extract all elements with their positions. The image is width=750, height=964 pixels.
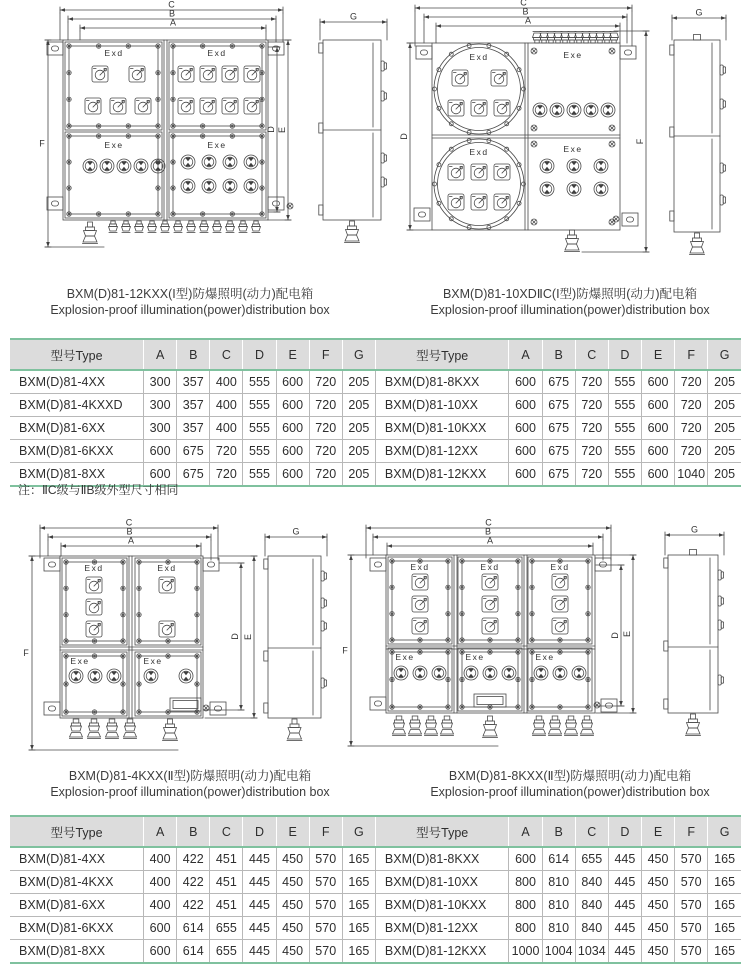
dim-cell: 810 (542, 871, 575, 894)
dim-cell: 205 (708, 417, 741, 440)
svg-text:D: D (610, 632, 620, 639)
svg-text:Exe: Exe (563, 50, 583, 60)
dim-cell: 600 (509, 847, 542, 871)
figure-caption-1-en: Explosion-proof illumination(power)distribution box (50, 302, 330, 317)
dim-cell: 720 (675, 370, 708, 394)
dim-cell: 570 (309, 940, 342, 964)
dim-cell: 555 (608, 440, 641, 463)
svg-text:B: B (126, 526, 133, 537)
dim-cell: 600 (276, 370, 309, 394)
dim-cell: 720 (210, 463, 243, 487)
column-header-dim: C (575, 816, 608, 847)
dim-cell: 165 (708, 894, 741, 917)
dim-cell: 655 (210, 917, 243, 940)
dim-cell: 614 (542, 847, 575, 871)
model-cell: BXM(D)81-12XX (375, 440, 509, 463)
dim-cell: 165 (342, 917, 375, 940)
dim-cell: 800 (509, 871, 542, 894)
svg-text:Exd: Exd (207, 48, 227, 58)
dim-cell: 600 (276, 463, 309, 487)
dim-cell: 840 (575, 894, 608, 917)
model-cell: BXM(D)81-6KXX (10, 440, 144, 463)
dim-cell: 555 (243, 417, 276, 440)
table-row (10, 871, 741, 894)
dim-cell: 570 (675, 940, 708, 964)
dim-cell: 720 (309, 417, 342, 440)
dim-cell: 445 (608, 847, 641, 871)
dim-cell: 600 (276, 417, 309, 440)
dim-cell: 600 (144, 440, 177, 463)
svg-text:A: A (524, 15, 532, 26)
dim-cell: 445 (608, 917, 641, 940)
svg-text:F: F (635, 138, 645, 145)
svg-text:C: C (520, 0, 527, 8)
dim-cell: 400 (210, 417, 243, 440)
table-header-row (10, 816, 741, 847)
svg-text:A: A (127, 535, 135, 546)
dim-cell: 1000 (509, 940, 542, 964)
dim-cell: 300 (144, 394, 177, 417)
dim-cell: 720 (210, 440, 243, 463)
model-cell: BXM(D)81-6XX (10, 417, 144, 440)
column-header-dim: B (177, 816, 210, 847)
dim-cell: 800 (509, 917, 542, 940)
svg-text:Exe: Exe (395, 652, 415, 662)
svg-text:F: F (342, 645, 348, 656)
dim-cell: 720 (309, 394, 342, 417)
dim-cell: 400 (144, 871, 177, 894)
column-header-dim: F (675, 816, 708, 847)
dim-cell: 450 (641, 894, 674, 917)
dim-cell: 445 (243, 871, 276, 894)
svg-text:Exd: Exd (157, 563, 177, 573)
dim-cell: 450 (641, 940, 674, 964)
column-header-type: 型号Type (10, 339, 144, 370)
svg-text:Exe: Exe (104, 140, 124, 150)
model-cell: BXM(D)81-10KXX (375, 417, 509, 440)
dim-cell: 445 (608, 940, 641, 964)
svg-text:E: E (277, 126, 287, 134)
dim-cell: 357 (177, 394, 210, 417)
svg-text:D: D (399, 133, 409, 140)
dim-cell: 205 (342, 440, 375, 463)
dim-cell: 357 (177, 417, 210, 440)
dim-cell: 165 (714, 852, 736, 866)
dim-cell: 720 (675, 440, 708, 463)
dim-cell: 675 (177, 463, 210, 487)
dimension-table-2 (10, 815, 741, 964)
table-row (10, 394, 741, 417)
model-cell: BXM(D)81-6XX (10, 894, 144, 917)
column-header-dim: E (276, 816, 309, 847)
model-cell: BXM(D)81-8KXX (375, 370, 509, 394)
dim-cell: 570 (309, 894, 342, 917)
svg-text:C: C (125, 517, 133, 528)
dim-cell: 555 (243, 440, 276, 463)
dim-cell: 555 (243, 394, 276, 417)
figure-caption-4 (400, 769, 740, 800)
dim-cell: 300 (144, 370, 177, 394)
svg-text:Exd: Exd (410, 562, 430, 572)
dim-cell: 655 (210, 940, 243, 964)
dim-cell: 600 (509, 417, 542, 440)
svg-text:D: D (230, 633, 240, 640)
table-row (10, 917, 741, 940)
svg-text:Exe: Exe (143, 656, 163, 666)
svg-text:Exd: Exd (469, 147, 489, 157)
column-header-dim: E (276, 339, 309, 370)
dim-cell: 205 (342, 417, 375, 440)
dim-cell: 451 (210, 894, 243, 917)
dim-cell: 450 (641, 847, 674, 871)
dim-cell: 720 (675, 394, 708, 417)
dim-cell: 840 (575, 871, 608, 894)
dim-cell: 422 (177, 894, 210, 917)
column-header-dim: D (608, 339, 641, 370)
svg-text:G: G (695, 7, 703, 18)
dim-cell: 810 (542, 917, 575, 940)
dim-cell: 570 (309, 917, 342, 940)
svg-text:B: B (522, 6, 529, 17)
dim-cell: 570 (675, 917, 708, 940)
column-header-dim: A (144, 816, 177, 847)
dim-cell: 675 (542, 440, 575, 463)
dim-cell: 400 (144, 894, 177, 917)
svg-text:E: E (243, 633, 253, 641)
dim-cell: 450 (641, 917, 674, 940)
table-row (10, 940, 741, 964)
dim-cell: 675 (542, 417, 575, 440)
dim-cell: 205 (342, 394, 375, 417)
dim-cell: 165 (342, 847, 375, 871)
dim-cell: 570 (309, 847, 342, 871)
dim-cell: 675 (542, 463, 575, 487)
figure-drawing-12kxx (18, 0, 398, 278)
dim-cell: 600 (144, 917, 177, 940)
model-cell: BXM(D)81-4XX (10, 370, 144, 394)
svg-text:A: A (169, 17, 177, 28)
table-row (10, 894, 741, 917)
model-cell: BXM(D)81-4KXX (10, 871, 144, 894)
dim-cell: 555 (243, 370, 276, 394)
figure-caption-2 (400, 287, 740, 318)
figure-caption-4-en: Explosion-proof illumination(power)distribution box (430, 784, 710, 799)
model-cell: BXM(D)81-12KXX (375, 940, 509, 964)
svg-text:C: C (168, 0, 175, 10)
model-cell: BXM(D)81-4KXXD (10, 394, 144, 417)
dim-cell: 600 (144, 940, 177, 964)
dim-cell: 445 (243, 917, 276, 940)
svg-text:B: B (168, 8, 176, 19)
dim-cell: 600 (276, 394, 309, 417)
column-header-dim: E (641, 816, 674, 847)
dim-cell: 400 (210, 394, 243, 417)
dim-cell: 570 (675, 847, 708, 871)
dim-cell: 675 (542, 394, 575, 417)
svg-text:B: B (484, 526, 492, 537)
column-header-dim: G (708, 339, 741, 370)
dim-cell: 720 (575, 394, 608, 417)
dim-cell: 570 (309, 871, 342, 894)
figure-caption-3-en: Explosion-proof illumination(power)distribution box (50, 784, 330, 799)
svg-text:Exd: Exd (469, 52, 489, 62)
dim-cell: 800 (509, 894, 542, 917)
dim-cell: 1040 (675, 463, 708, 487)
dim-cell: 400 (210, 370, 243, 394)
dim-cell: 1034 (575, 940, 608, 964)
dim-cell: 445 (608, 894, 641, 917)
svg-text:A: A (486, 535, 494, 546)
dim-cell: 600 (641, 370, 674, 394)
svg-text:G: G (690, 524, 699, 535)
dim-cell: 600 (276, 440, 309, 463)
column-header-dim: D (243, 339, 276, 370)
column-header-dim: E (641, 339, 674, 370)
model-cell: BXM(D)81-8XX (10, 940, 144, 964)
column-header-dim: C (210, 339, 243, 370)
table-row (10, 847, 741, 871)
model-cell: BXM(D)81-10XX (375, 394, 509, 417)
model-cell: BXM(D)81-8XX (10, 463, 144, 487)
figure-caption-1 (20, 287, 360, 318)
dim-cell: 451 (210, 871, 243, 894)
dim-cell: 570 (675, 871, 708, 894)
dimension-table (10, 815, 741, 964)
column-header-dim: G (342, 816, 375, 847)
svg-text:Exe: Exe (563, 144, 583, 154)
column-header-type: 型号Type (375, 816, 509, 847)
table-row (10, 440, 741, 463)
model-cell: BXM(D)81-12XX (375, 917, 509, 940)
figure-caption-3 (20, 769, 360, 800)
dim-cell: 720 (309, 440, 342, 463)
svg-text:Exe: Exe (207, 140, 227, 150)
svg-text:F: F (23, 648, 29, 658)
dim-cell: 450 (276, 871, 309, 894)
dim-cell: 205 (708, 440, 741, 463)
dim-cell: 445 (243, 940, 276, 964)
dim-cell: 600 (144, 463, 177, 487)
svg-text:Exe: Exe (70, 656, 90, 666)
dim-cell: 451 (210, 847, 243, 871)
svg-text:D: D (266, 126, 276, 133)
model-cell: BXM(D)81-4XX (10, 847, 144, 871)
dim-cell: 450 (276, 894, 309, 917)
dim-cell: 165 (708, 940, 741, 964)
figure-drawing-8kxx (343, 518, 750, 766)
dim-cell: 300 (144, 417, 177, 440)
svg-text:G: G (292, 526, 300, 537)
figure-caption-2-zh: BXM(D)81-10XDⅡC(I型)防爆照明(动力)配电箱 (442, 287, 698, 301)
dim-cell: 205 (714, 375, 736, 389)
dim-cell: 165 (342, 871, 375, 894)
dim-cell: 600 (509, 394, 542, 417)
figure-caption-2-en: Explosion-proof illumination(power)distribution box (430, 302, 710, 317)
column-header-dim: F (675, 339, 708, 370)
dim-cell: 445 (243, 847, 276, 871)
svg-text:F: F (39, 138, 45, 149)
dim-cell: 655 (575, 847, 608, 871)
dim-cell: 600 (509, 463, 542, 487)
figure-caption-1-zh: BXM(D)81-12KXX(I型)防爆照明(动力)配电箱 (66, 287, 314, 301)
svg-text:G: G (349, 11, 358, 22)
dim-cell: 165 (342, 940, 375, 964)
model-cell: BXM(D)81-6KXX (10, 917, 144, 940)
note-text: 注：ⅡC级与ⅡB级外型尺寸相同 (18, 483, 179, 497)
dim-cell: 205 (708, 394, 741, 417)
figure-drawing-4kxx (18, 518, 340, 766)
dim-cell: 445 (608, 871, 641, 894)
dim-cell: 165 (342, 894, 375, 917)
figure-caption-3-zh: BXM(D)81-4KXX(Ⅱ型)防爆照明(动力)配电箱 (68, 769, 312, 783)
svg-text:Exd: Exd (550, 562, 570, 572)
dim-cell: 675 (177, 440, 210, 463)
dim-cell: 570 (675, 894, 708, 917)
dim-cell: 614 (177, 917, 210, 940)
model-cell: BXM(D)81-12KXX (375, 463, 509, 487)
model-cell: BXM(D)81-10KXX (375, 894, 509, 917)
dim-cell: 422 (177, 847, 210, 871)
svg-text:Exd: Exd (480, 562, 500, 572)
dim-cell: 555 (608, 394, 641, 417)
svg-text:E: E (622, 630, 632, 638)
svg-text:Exe: Exe (465, 652, 485, 662)
column-header-dim: A (509, 816, 542, 847)
column-header-dim: G (342, 339, 375, 370)
column-header-dim: D (608, 816, 641, 847)
model-cell: BXM(D)81-10XX (375, 871, 509, 894)
dim-cell: 165 (708, 917, 741, 940)
dim-cell: 600 (509, 370, 542, 394)
dim-cell: 555 (608, 463, 641, 487)
dim-cell: 205 (708, 463, 741, 487)
dim-cell: 720 (575, 417, 608, 440)
svg-text:Exd: Exd (104, 48, 124, 58)
dim-cell: 840 (575, 917, 608, 940)
dim-cell: 1004 (542, 940, 575, 964)
dim-cell: 422 (177, 871, 210, 894)
dim-cell: 555 (608, 417, 641, 440)
figure-caption-4-zh: BXM(D)81-8KXX(Ⅱ型)防爆照明(动力)配电箱 (448, 769, 692, 783)
dimension-table (10, 338, 741, 487)
column-header-dim: B (542, 816, 575, 847)
dim-cell: 600 (509, 440, 542, 463)
dim-cell: 357 (177, 370, 210, 394)
dim-cell: 400 (144, 847, 177, 871)
dim-cell: 720 (575, 463, 608, 487)
dim-cell: 720 (309, 463, 342, 487)
table-row (10, 370, 741, 394)
dimension-table-1 (10, 338, 741, 487)
table-header-row (10, 339, 741, 370)
column-header-dim: G (708, 816, 741, 847)
dim-cell: 720 (575, 370, 608, 394)
dim-cell: 445 (243, 894, 276, 917)
column-header-dim: A (509, 339, 542, 370)
dim-cell: 810 (542, 894, 575, 917)
column-header-dim: C (575, 339, 608, 370)
dim-cell: 720 (675, 417, 708, 440)
dim-cell: 450 (276, 847, 309, 871)
column-header-dim: D (243, 816, 276, 847)
dim-cell: 555 (608, 370, 641, 394)
dim-cell: 675 (542, 370, 575, 394)
dim-cell: 450 (641, 871, 674, 894)
dim-cell: 600 (641, 440, 674, 463)
column-header-dim: F (309, 816, 342, 847)
svg-text:Exd: Exd (84, 563, 104, 573)
dim-cell: 614 (177, 940, 210, 964)
dim-cell: 720 (575, 440, 608, 463)
svg-text:C: C (485, 517, 492, 528)
dim-cell: 600 (641, 394, 674, 417)
figure-drawing-10xd (400, 0, 750, 278)
dim-cell: 555 (243, 463, 276, 487)
dim-cell: 600 (641, 417, 674, 440)
dim-cell: 450 (276, 940, 309, 964)
dim-cell: 450 (276, 917, 309, 940)
dim-cell: 205 (342, 370, 375, 394)
dim-cell: 205 (342, 463, 375, 487)
column-header-type: 型号Type (10, 816, 144, 847)
column-header-dim: B (542, 339, 575, 370)
svg-text:Exe: Exe (535, 652, 555, 662)
column-header-dim: C (210, 816, 243, 847)
column-header-type: 型号Type (375, 339, 509, 370)
dim-cell: 165 (708, 871, 741, 894)
column-header-dim: F (309, 339, 342, 370)
column-header-dim: B (177, 339, 210, 370)
model-cell: BXM(D)81-8KXX (375, 847, 509, 871)
table-row (10, 417, 741, 440)
column-header-dim: A (144, 339, 177, 370)
dim-cell: 720 (309, 370, 342, 394)
dim-cell: 600 (641, 463, 674, 487)
